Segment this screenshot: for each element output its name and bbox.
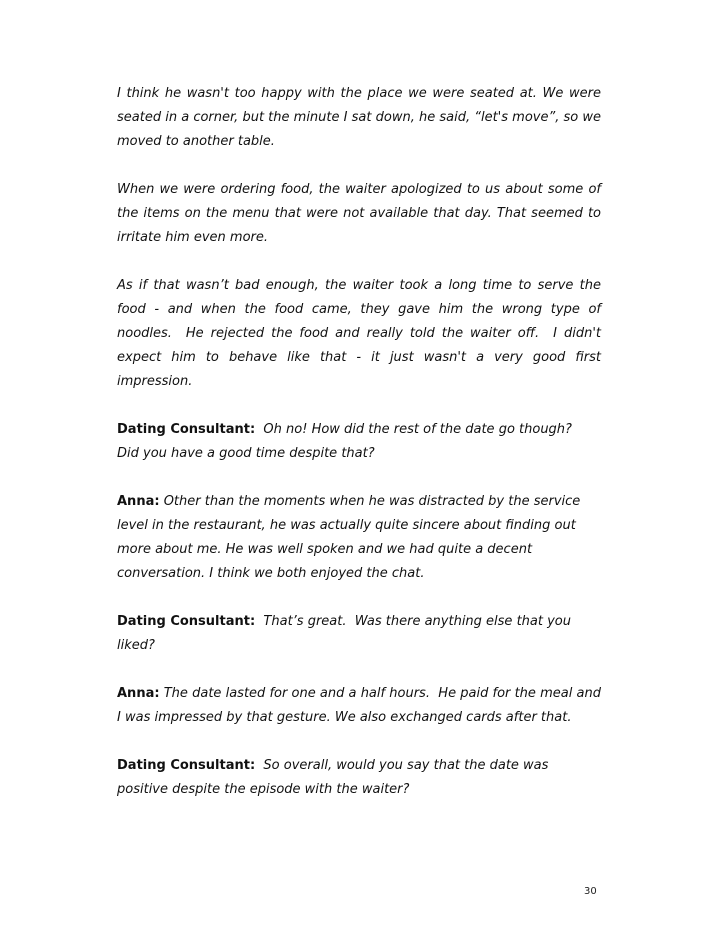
speaker-label: Anna: (117, 686, 160, 701)
document-page (117, 82, 601, 802)
narrative-paragraph-2: When we were ordering food, the waiter apologized to us about some of the items on the menu that were not available that day. That seemed to irritate him even more. (117, 182, 601, 245)
dialogue-text: That’s great. Was there anything else that you liked? (117, 614, 571, 653)
speaker-label: Anna: (117, 494, 160, 509)
dialogue-anna-1 (117, 490, 587, 586)
dialogue-text: The date lasted for one and a half hours. He paid for the meal and I was impressed by that gesture. We also exchanged cards after that. (117, 686, 601, 725)
dialogue-consultant-2 (117, 610, 579, 658)
speaker-label: Dating Consultant: (117, 422, 256, 437)
narrative-paragraph-3: As if that wasn’t bad enough, the waiter took a long time to serve the food - and when the food came, they gave him the wrong type of noodles. He rejected the food and really told the waiter off. I didn't expect him to behave like that - it just wasn't a very good first impression. (117, 278, 601, 389)
dialogue-consultant-1 (117, 418, 579, 466)
dialogue-text: Other than the moments when he was distracted by the service level in the restaurant, he was actually quite sincere about finding out more about me. He was well spoken and we had quite a decent conversation. I think we both enjoyed the chat. (117, 494, 581, 581)
dialogue-text: Oh no! How did the rest of the date go though? Did you have a good time despite that? (117, 422, 572, 461)
speaker-label: Dating Consultant: (117, 614, 256, 629)
dialogue-anna-2 (117, 682, 601, 730)
page-number: 30 (584, 886, 597, 897)
narrative-paragraph-1: I think he wasn't too happy with the place we were seated at. We were seated in a corner, but the minute I sat down, he said, “let's move”, so we moved to another table. (117, 86, 601, 149)
dialogue-consultant-3 (117, 754, 557, 802)
speaker-label: Dating Consultant: (117, 758, 256, 773)
dialogue-text: So overall, would you say that the date was positive despite the episode with the waiter? (117, 758, 549, 797)
